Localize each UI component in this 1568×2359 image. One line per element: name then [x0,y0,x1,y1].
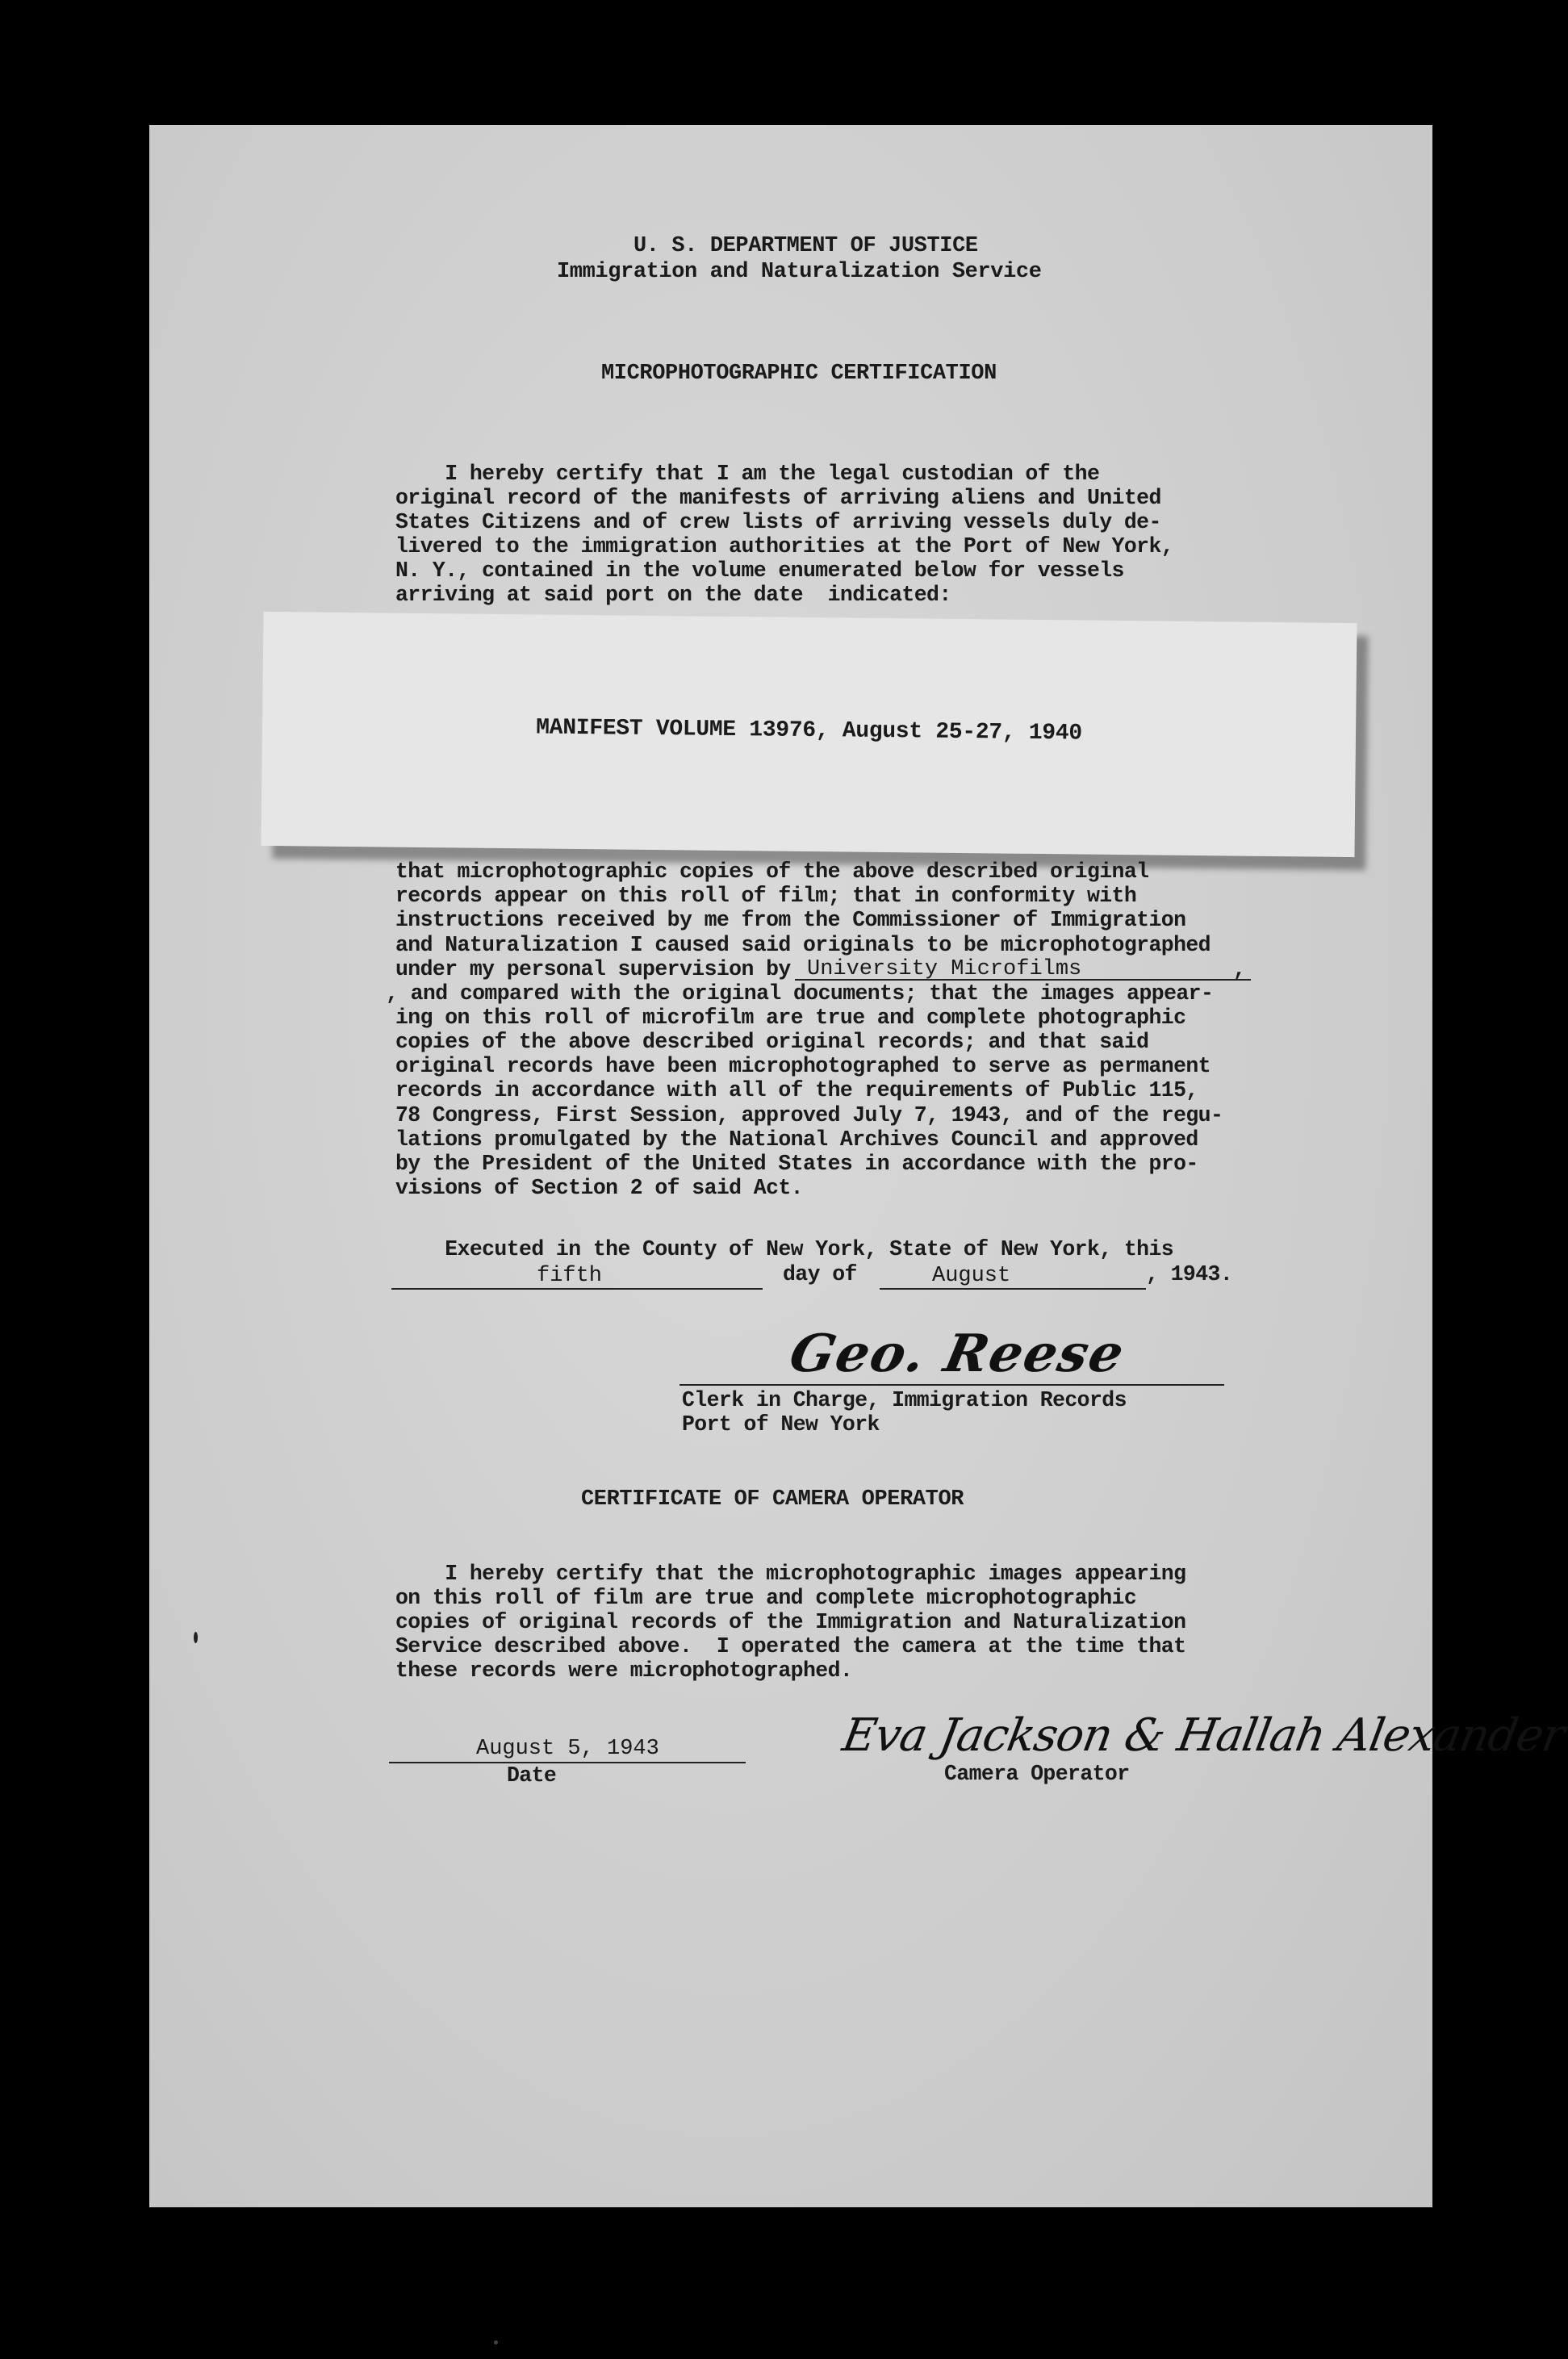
text-line: States Citizens and of crew lists of arriving vessels duly de- [395,510,1161,534]
text-line: records appear on this roll of film; that in conformity with [395,884,1137,908]
text-line: copies of original records of the Immigration and Naturalization [395,1610,1186,1634]
text-line: N. Y., contained in the volume enumerated below for vessels [395,558,1124,583]
date-fill: August 5, 1943 [476,1737,659,1761]
manifest-label-strip [261,612,1357,857]
year-text: , 1943. [1146,1262,1233,1286]
text-line: original record of the manifests of arriving aliens and United [395,486,1161,510]
text-line: ing on this roll of microfilm are true and complete photographic [395,1006,1186,1030]
text-line: under my personal supervision by [395,957,791,981]
clerk-port: Port of New York [682,1412,880,1437]
page-title: MICROPHOTOGRAPHIC CERTIFICATION [601,362,997,386]
month-underline [880,1288,1146,1290]
text-line: instructions received by me from the Commissioner of Immigration [395,908,1186,932]
clerk-title: Clerk in Charge, Immigration Records [682,1388,1127,1412]
camera-section-title: CERTIFICATE OF CAMERA OPERATOR [581,1487,964,1512]
film-speck [194,1632,198,1643]
day-fill: fifth [537,1264,603,1288]
day-underline [391,1288,763,1290]
executed-line: Executed in the County of New York, State of New York, this [395,1237,1174,1261]
text-line: , and compared with the original documents; that the images appear- [386,981,1214,1006]
manifest-volume-text: MANIFEST VOLUME 13976, August 25-27, 1940 [536,715,1083,747]
supervisor-trailing: , [1233,957,1246,981]
text-line: visions of Section 2 of said Act. [395,1176,803,1200]
film-speck [494,2340,498,2344]
department-heading: U. S. DEPARTMENT OF JUSTICE [633,234,978,258]
text-line: original records have been microphotographed to serve as permanent [395,1054,1210,1078]
supervisor-fill: University Microfilms [807,957,1082,981]
supervisor-underline [795,979,1251,981]
service-heading: Immigration and Naturalization Service [557,260,1042,284]
text-line: lations promulgated by the National Archives Council and approved [395,1127,1198,1152]
text-line: on this roll of film are true and complete microphotographic [395,1586,1137,1610]
text-line: I hereby certify that I am the legal custodian of the [395,462,1100,486]
camera-operator-signature: Eva Jackson & Hallah Alexander [838,1709,1568,1762]
month-fill: August [932,1264,1011,1288]
text-line: livered to the immigration authorities at the Port of New York, [395,534,1174,558]
date-underline [389,1762,746,1763]
camera-operator-label: Camera Operator [944,1762,1130,1786]
day-of-label: day of [783,1262,857,1286]
text-line: by the President of the United States in accordance with the pro- [395,1152,1198,1176]
text-line: I hereby certify that the microphotographic images appearing [395,1562,1186,1586]
text-line: these records were microphotographed. [395,1658,853,1683]
text-line: Service described above. I operated the camera at the time that [395,1634,1186,1658]
text-line: that microphotographic copies of the above described original [395,860,1149,884]
text-line: records in accordance with all of the requirements of Public 115, [395,1078,1198,1102]
clerk-signature: Geo. Reese [784,1324,1131,1384]
date-label: Date [507,1763,557,1788]
text-line: and Naturalization I caused said originals to be microphotographed [395,933,1210,957]
text-line: copies of the above described original records; and that said [395,1030,1149,1054]
text-line: arriving at said port on the date indicated: [395,583,951,607]
text-line: 78 Congress, First Session, approved July 7, 1943, and of the regu- [395,1103,1223,1127]
clerk-signature-line [679,1384,1224,1386]
